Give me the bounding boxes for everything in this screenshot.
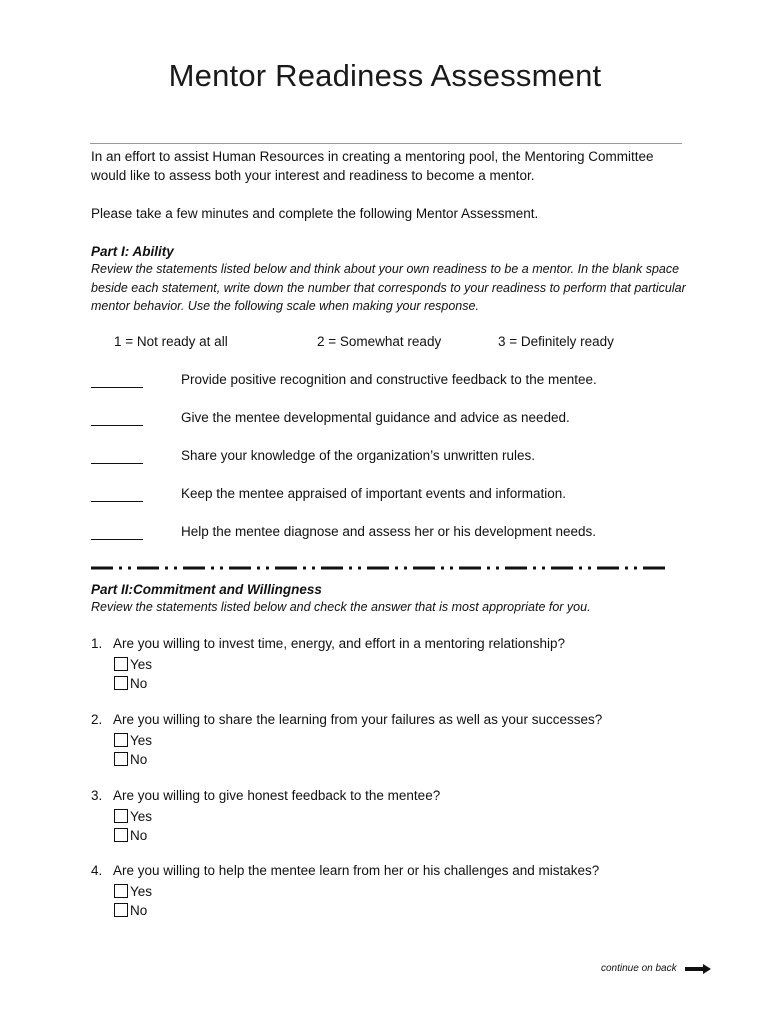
question-number: 2. xyxy=(91,712,103,727)
statement-3: Share your knowledge of the organization’s unwritten rules. xyxy=(181,448,535,463)
scale-item-3: 3 = Definitely ready xyxy=(498,334,614,349)
option-label: Yes xyxy=(130,883,153,899)
rating-blank-3[interactable] xyxy=(91,448,143,464)
checkbox[interactable] xyxy=(114,733,128,747)
question-number: 3. xyxy=(91,788,103,803)
rating-blank-4[interactable] xyxy=(91,486,143,502)
instruction-text: Please take a few minutes and complete the following Mentor Assessment. xyxy=(91,206,539,221)
statement-1: Provide positive recognition and constructive feedback to the mentee. xyxy=(181,372,597,387)
option-label: No xyxy=(130,751,148,767)
question-1 xyxy=(91,636,565,651)
part1-heading: Part I: Ability xyxy=(91,244,174,259)
rating-blank-2[interactable] xyxy=(91,410,143,426)
question-text: Are you willing to give honest feedback to the mentee? xyxy=(113,788,441,803)
scale-item-2: 2 = Somewhat ready xyxy=(317,334,442,349)
q4-no-option[interactable] xyxy=(114,901,147,919)
q3-yes-option[interactable] xyxy=(114,807,152,825)
statement-4: Keep the mentee appraised of important events and information. xyxy=(181,486,566,501)
q2-no-option[interactable] xyxy=(114,750,147,768)
question-4 xyxy=(91,863,599,878)
checkbox[interactable] xyxy=(114,903,128,917)
checkbox[interactable] xyxy=(114,884,128,898)
checkbox[interactable] xyxy=(114,828,128,842)
rating-blank-5[interactable] xyxy=(91,524,143,540)
q1-yes-option[interactable] xyxy=(114,655,152,673)
option-label: No xyxy=(130,675,148,691)
question-text: Are you willing to invest time, energy, and effort in a mentoring relationship? xyxy=(113,636,565,651)
q3-no-option[interactable] xyxy=(114,826,147,844)
option-label: Yes xyxy=(130,732,153,748)
option-label: Yes xyxy=(130,656,153,672)
part2-description: Review the statements listed below and check the answer that is most appropriate for you. xyxy=(91,600,591,614)
question-3 xyxy=(91,788,440,803)
continue-on-back-label: continue on back xyxy=(601,963,677,974)
rating-blank-1[interactable] xyxy=(91,372,143,388)
section-divider xyxy=(91,564,671,572)
checkbox[interactable] xyxy=(114,657,128,671)
q1-no-option[interactable] xyxy=(114,674,147,692)
checkbox[interactable] xyxy=(114,809,128,823)
question-number: 1. xyxy=(91,636,103,651)
scale-item-1: 1 = Not ready at all xyxy=(114,334,228,349)
right-arrow-icon xyxy=(685,964,711,974)
statement-2: Give the mentee developmental guidance and advice as needed. xyxy=(181,410,570,425)
checkbox[interactable] xyxy=(114,676,128,690)
option-label: No xyxy=(130,827,148,843)
question-2 xyxy=(91,712,602,727)
q4-yes-option[interactable] xyxy=(114,882,152,900)
question-text: Are you willing to share the learning from your failures as well as your successes? xyxy=(113,712,603,727)
part1-description: Review the statements listed below and think about your own readiness to be a mentor. In the blank space beside each statement, write down the number that corresponds to your readiness to perform that particular mentor behavior. Use the following scale when making your response. xyxy=(91,262,686,313)
checkbox[interactable] xyxy=(114,752,128,766)
part2-heading: Part II:Commitment and Willingness xyxy=(91,582,322,597)
title-divider xyxy=(90,143,682,144)
question-number: 4. xyxy=(91,863,103,878)
q2-yes-option[interactable] xyxy=(114,731,152,749)
option-label: No xyxy=(130,902,148,918)
statement-5: Help the mentee diagnose and assess her or his development needs. xyxy=(181,524,597,539)
option-label: Yes xyxy=(130,808,153,824)
page-title: Mentor Readiness Assessment xyxy=(168,58,602,93)
question-text: Are you willing to help the mentee learn from her or his challenges and mistakes? xyxy=(113,863,600,878)
intro-text: In an effort to assist Human Resources in creating a mentoring pool, the Mentoring Committee would like to assess both your interest and readiness to become a mentor. xyxy=(91,149,654,183)
